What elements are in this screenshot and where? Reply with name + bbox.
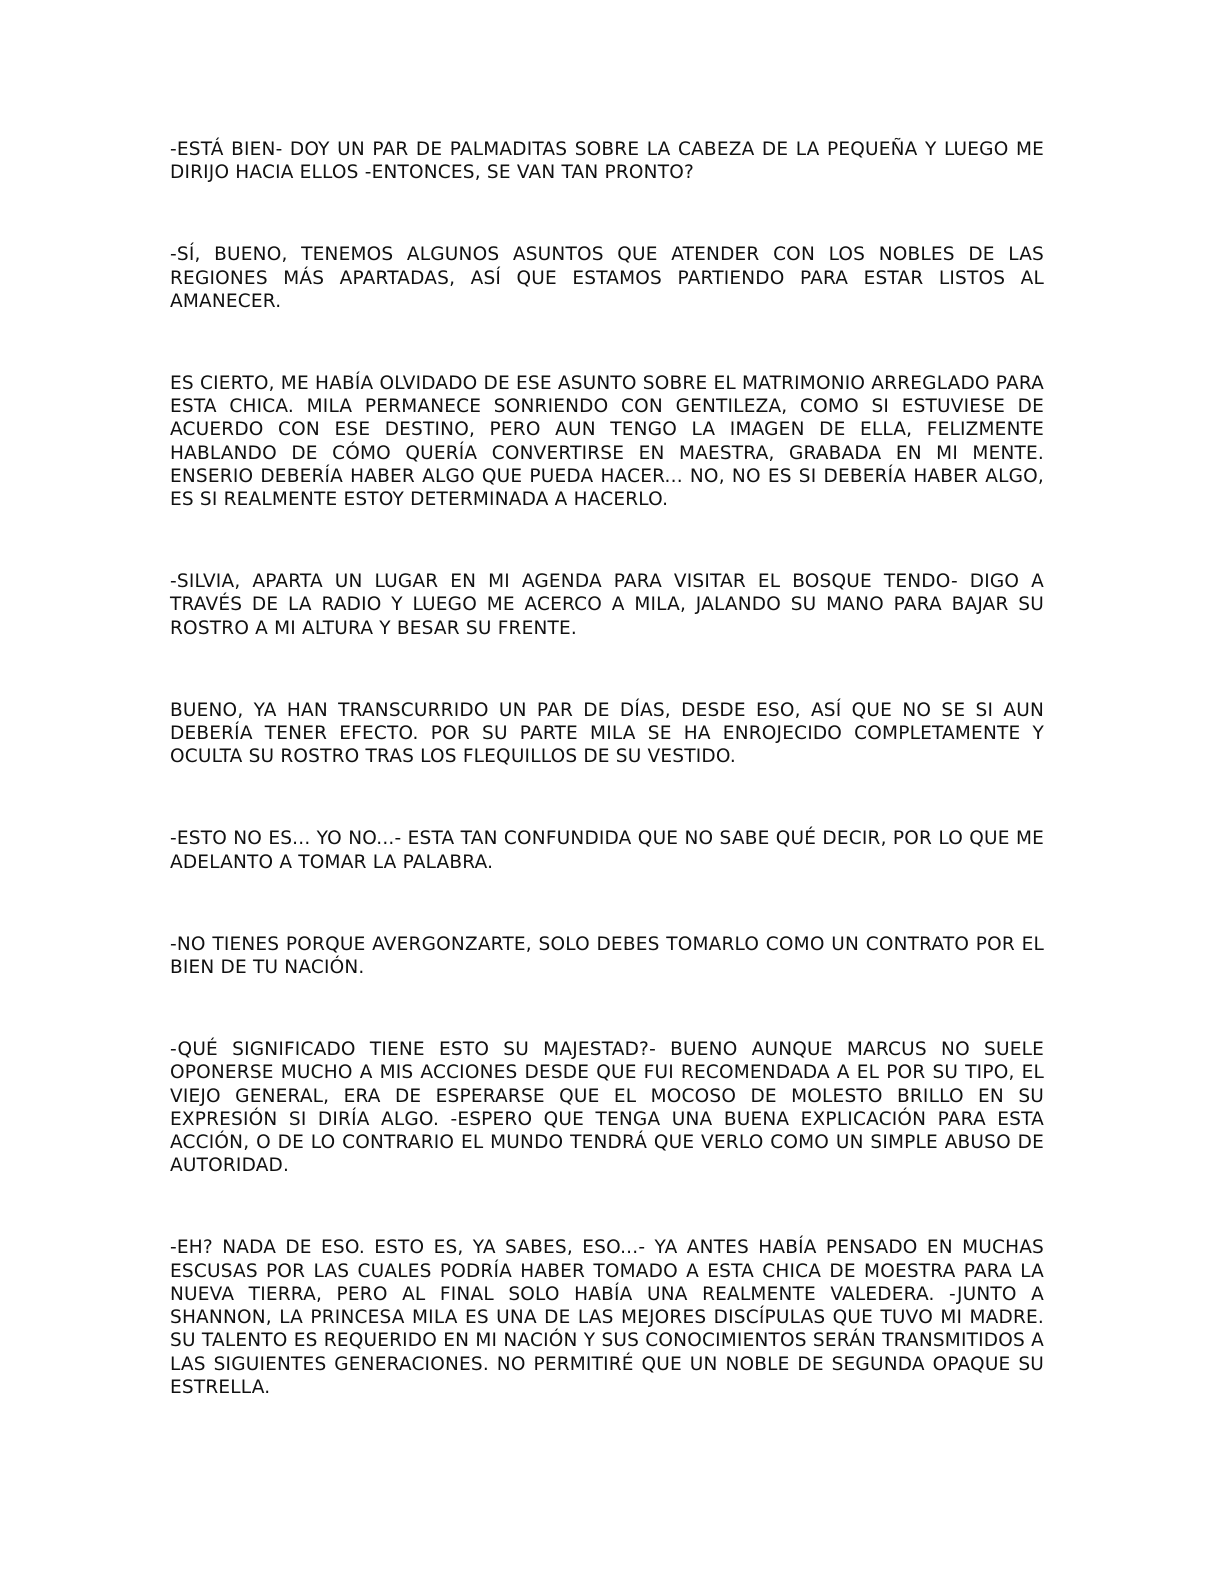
paragraph-7: -NO TIENES PORQUE AVERGONZARTE, SOLO DEBES TOMARLO COMO UN CONTRATO POR EL BIEN DE TU NACIÓN.: [170, 933, 1044, 979]
paragraph-9: -EH? NADA DE ESO. ESTO ES, YA SABES, ESO...- YA ANTES HABÍA PENSADO EN MUCHAS ESCUSAS POR LAS CUALES PODRÍA HABER TOMADO A ESTA CHICA DE MOESTRA PARA LA NUEVA TIERRA, PERO AL FINAL SOLO HABÍA UNA REALMENTE VALEDERA. -JUNTO A SHANNON, LA PRINCESA MILA ES UNA DE LAS MEJORES DISCÍPULAS QUE TUVO MI MADRE. SU TALENTO ES REQUERIDO EN MI NACIÓN Y SUS CONOCIMIENTOS SERÁN TRANSMITIDOS A LAS SIGUIENTES GENERACIONES. NO PERMITIRÉ QUE UN NOBLE DE SEGUNDA OPAQUE SU ESTRELLA.: [170, 1237, 1044, 1398]
paragraph-8: -QUÉ SIGNIFICADO TIENE ESTO SU MAJESTAD?- BUENO AUNQUE MARCUS NO SUELE OPONERSE MUCHO A MIS ACCIONES DESDE QUE FUI RECOMENDADA A EL POR SU TIPO, EL VIEJO GENERAL, ERA DE ESPERARSE QUE EL MOCOSO DE MOLESTO BRILLO EN SU EXPRESIÓN SI DIRÍA ALGO. -ESPERO QUE TENGA UNA BUENA EXPLICACIÓN PARA ESTA ACCIÓN, O DE LO CONTRARIO EL MUNDO TENDRÁ QUE VERLO COMO UN SIMPLE ABUSO DE AUTORIDAD.: [170, 1039, 1044, 1177]
paragraph-6: -ESTO NO ES... YO NO...- ESTA TAN CONFUNDIDA QUE NO SABE QUÉ DECIR, POR LO QUE ME ADELANTO A TOMAR LA PALABRA.: [170, 828, 1044, 873]
paragraph-4: -SILVIA, APARTA UN LUGAR EN MI AGENDA PARA VISITAR EL BOSQUE TENDO- DIGO A TRAVÉS DE LA RADIO Y LUEGO ME ACERCO A MILA, JALANDO SU MANO PARA BAJAR SU ROSTRO A MI ALTURA Y BESAR SU FRENTE.: [170, 571, 1044, 639]
paragraph-1: -ESTÁ BIEN- DOY UN PAR DE PALMADITAS SOBRE LA CABEZA DE LA PEQUEÑA Y LUEGO ME DIRIJO HACIA ELLOS -ENTONCES, SE VAN TAN PRONTO?: [170, 139, 1044, 184]
paragraph-2: -SÍ, BUENO, TENEMOS ALGUNOS ASUNTOS QUE ATENDER CON LOS NOBLES DE LAS REGIONES MÁS APARTADAS, ASÍ QUE ESTAMOS PARTIENDO PARA ESTAR LISTOS AL AMANECER.: [170, 244, 1044, 312]
paragraph-3: ES CIERTO, ME HABÍA OLVIDADO DE ESE ASUNTO SOBRE EL MATRIMONIO ARREGLADO PARA ESTA CHICA. MILA PERMANECE SONRIENDO CON GENTILEZA, COMO SI ESTUVIESE DE ACUERDO CON ESE DESTINO, PERO AUN TENGO LA IMAGEN DE ELLA, FELIZMENTE HABLANDO DE CÓMO QUERÍA CONVERTIRSE EN MAESTRA, GRABADA EN MI MENTE. ENSERIO DEBERÍA HABER ALGO QUE PUEDA HACER... NO, NO ES SI DEBERÍA HABER ALGO, ES SI REALMENTE ESTOY DETERMINADA A HACERLO.: [170, 373, 1044, 511]
document-page: [170, 138, 1044, 1399]
paragraph-5: BUENO, YA HAN TRANSCURRIDO UN PAR DE DÍAS, DESDE ESO, ASÍ QUE NO SE SI AUN DEBERÍA TENER EFECTO. POR SU PARTE MILA SE HA ENROJECIDO COMPLETAMENTE Y OCULTA SU ROSTRO TRAS LOS FLEQUILLOS DE SU VESTIDO.: [170, 699, 1044, 768]
